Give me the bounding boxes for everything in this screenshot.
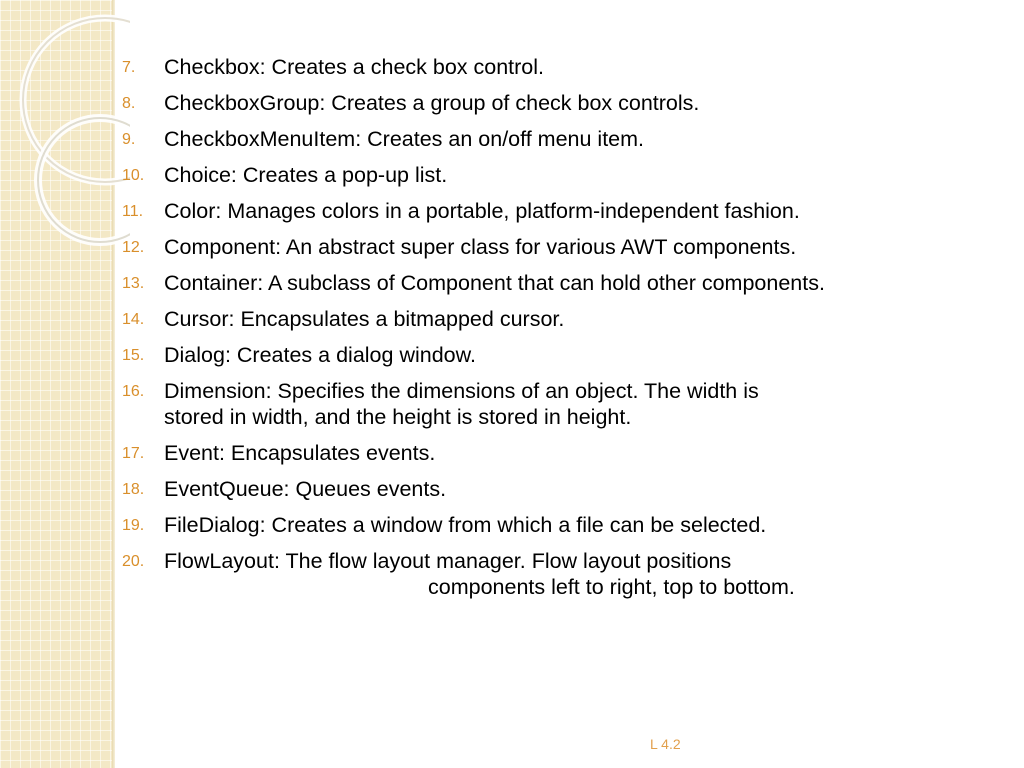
item-text-continuation: stored in width, and the height is stored in height.: [164, 405, 632, 429]
item-text: FlowLayout: The flow layout manager. Flow layout positions: [164, 549, 732, 573]
awt-class-list: [122, 54, 1002, 610]
list-item: [122, 306, 1002, 332]
item-text: Choice: Creates a pop-up list.: [164, 163, 448, 187]
list-item: [122, 126, 1002, 152]
list-item: [122, 548, 1002, 600]
item-text-continuation: components left to right, top to bottom.: [428, 575, 795, 599]
item-text: Checkbox: Creates a check box control.: [164, 55, 545, 79]
item-number: 7.: [122, 59, 136, 76]
item-text: EventQueue: Queues events.: [164, 477, 447, 501]
item-number: 15.: [122, 347, 145, 364]
item-number: 13.: [122, 275, 145, 292]
item-number: 8.: [122, 95, 136, 112]
list-item: [122, 378, 1002, 430]
list-item: [122, 162, 1002, 188]
item-text: Component: An abstract super class for various AWT components.: [164, 235, 797, 259]
item-text: FileDialog: Creates a window from which a file can be selected.: [164, 513, 767, 537]
item-number: 14.: [122, 311, 145, 328]
item-number: 16.: [122, 383, 145, 400]
item-number: 17.: [122, 445, 145, 462]
item-text: Cursor: Encapsulates a bitmapped cursor.: [164, 307, 565, 331]
list-item: [122, 512, 1002, 538]
list-item: [122, 476, 1002, 502]
list-item: [122, 270, 1002, 296]
list-item: [122, 342, 1002, 368]
item-text: Color: Manages colors in a portable, platform-independent fashion.: [164, 199, 800, 223]
item-number: 18.: [122, 481, 145, 498]
slide-footer-label: L 4.2: [650, 736, 681, 752]
item-text: CheckboxGroup: Creates a group of check box controls.: [164, 91, 700, 115]
item-text: Dimension: Specifies the dimensions of an object. The width is: [164, 379, 759, 403]
list-item: [122, 54, 1002, 80]
list-item: [122, 90, 1002, 116]
item-text: Dialog: Creates a dialog window.: [164, 343, 476, 367]
item-number: 10.: [122, 167, 145, 184]
item-text: Container: A subclass of Component that can hold other components.: [164, 271, 825, 295]
list-item: [122, 440, 1002, 466]
item-number: 20.: [122, 553, 145, 570]
item-number: 9.: [122, 131, 136, 148]
item-text: Event: Encapsulates events.: [164, 441, 436, 465]
item-number: 11.: [122, 203, 144, 220]
item-number: 12.: [122, 239, 145, 256]
item-text: CheckboxMenuItem: Creates an on/off menu item.: [164, 127, 645, 151]
item-number: 19.: [122, 517, 145, 534]
decorative-rings: [0, 0, 130, 260]
list-item: [122, 234, 1002, 260]
list-item: [122, 198, 1002, 224]
